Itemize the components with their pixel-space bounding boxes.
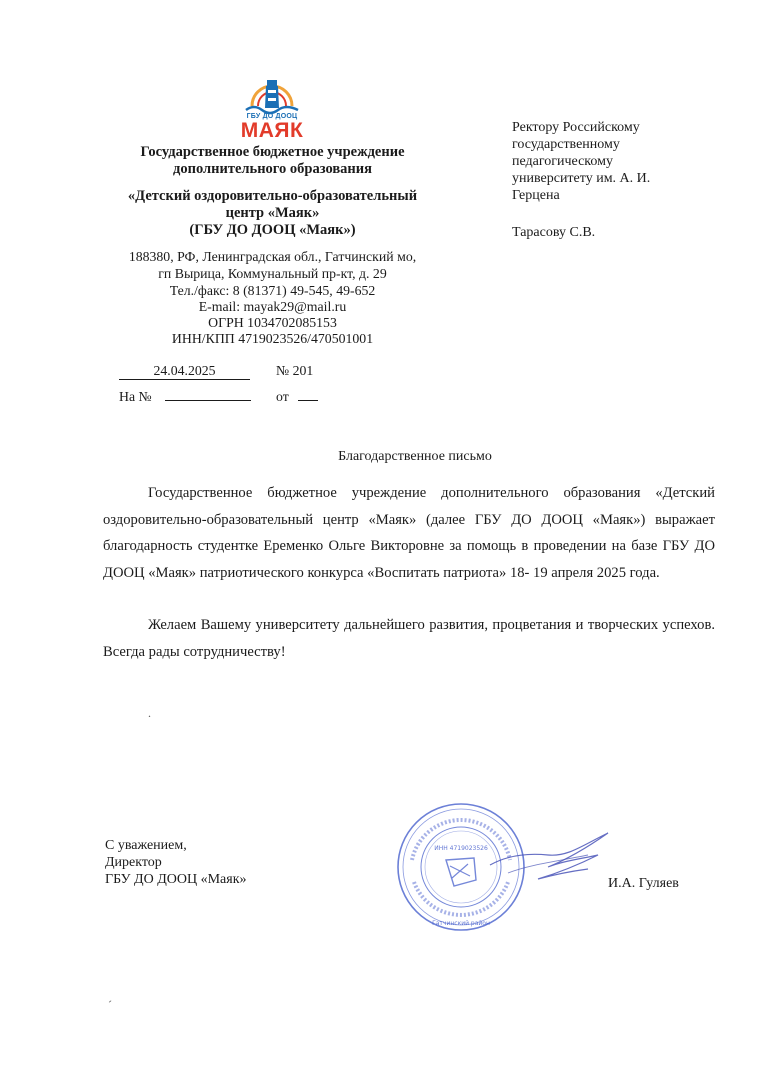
reference-date: [276, 388, 318, 405]
center-name-line1: «Детский оздоровительно-образовательный: [127, 188, 418, 204]
addressee-line5: Герцена: [512, 188, 560, 203]
letter-paragraph-2: Желаем Вашему университету дальнейшего развития, процветания и творческих успехов. Всегда рады сотрудничеству!: [103, 617, 715, 660]
addressee-line3: педагогическому: [512, 154, 613, 169]
signature-org: ГБУ ДО ДООЦ «Маяк»: [105, 872, 247, 887]
outgoing-number: № 201: [276, 363, 314, 378]
reference-number-blank: [165, 388, 251, 401]
letter-title: Благодарственное письмо: [338, 449, 492, 464]
reference-date-blank: [298, 388, 318, 401]
reference-number-label: На №: [119, 389, 152, 404]
address-line1: 188380, РФ, Ленинградская обл., Гатчинский мо,: [128, 249, 417, 264]
addressee-line1: Ректору Российскому: [512, 120, 640, 135]
address-line2: гп Вырица, Коммунальный пр-кт, д. 29: [158, 266, 387, 281]
addressee-name: Тарасову С.В.: [512, 225, 596, 240]
reference-number: [119, 388, 251, 405]
center-short-name: (ГБУ ДО ДООЦ «Маяк»): [189, 222, 356, 238]
outgoing-date: [119, 362, 250, 380]
org-name-line1: Государственное бюджетное учреждение: [140, 144, 405, 160]
reference-date-label: от: [276, 389, 289, 404]
addressee-line4: университету им. А. И.: [512, 171, 651, 186]
director-name: И.А. Гуляев: [608, 876, 679, 891]
outgoing-date-value: 24.04.2025: [119, 362, 250, 380]
director-position: Директор: [105, 855, 162, 870]
stray-mark-bottom: ´: [108, 998, 112, 1012]
logo-name-text: МАЯК: [240, 119, 304, 142]
ogrn: ОГРН 1034702085153: [208, 315, 337, 330]
stray-mark: .: [148, 706, 151, 720]
center-name-line2: центр «Маяк»: [225, 205, 320, 221]
stamp-region-text: Гатчинский район: [432, 920, 490, 927]
logo-org-text: ГБУ ДО ДООЦ: [246, 113, 298, 120]
addressee-line2: государственному: [512, 137, 620, 152]
email: E-mail: mayak29@mail.ru: [198, 299, 347, 314]
stamp-inn-text: ИНН 4719023526: [434, 845, 488, 852]
letter-paragraph-1: Государственное бюджетное учреждение дополнительного образования «Детский оздоровительно-образовательный центр «Маяк» (далее ГБУ ДО ДООЦ «Маяк») выражает благодарность студентке Еременко Ольге Викторовне за помощь в проведении на базе ГБУ ДО ДООЦ «Маяк» патриотического конкурса «Воспитать патриота» 18- 19 апреля 2025 года.: [103, 485, 715, 581]
inn-kpp: ИНН/КПП 4719023526/470501001: [171, 331, 374, 346]
org-name-line2: дополнительного образования: [173, 161, 372, 177]
handwritten-signature-icon: [488, 825, 618, 895]
regards-text: С уважением,: [105, 838, 187, 853]
phone-fax: Тел./факс: 8 (81371) 49-545, 49-652: [169, 283, 376, 298]
